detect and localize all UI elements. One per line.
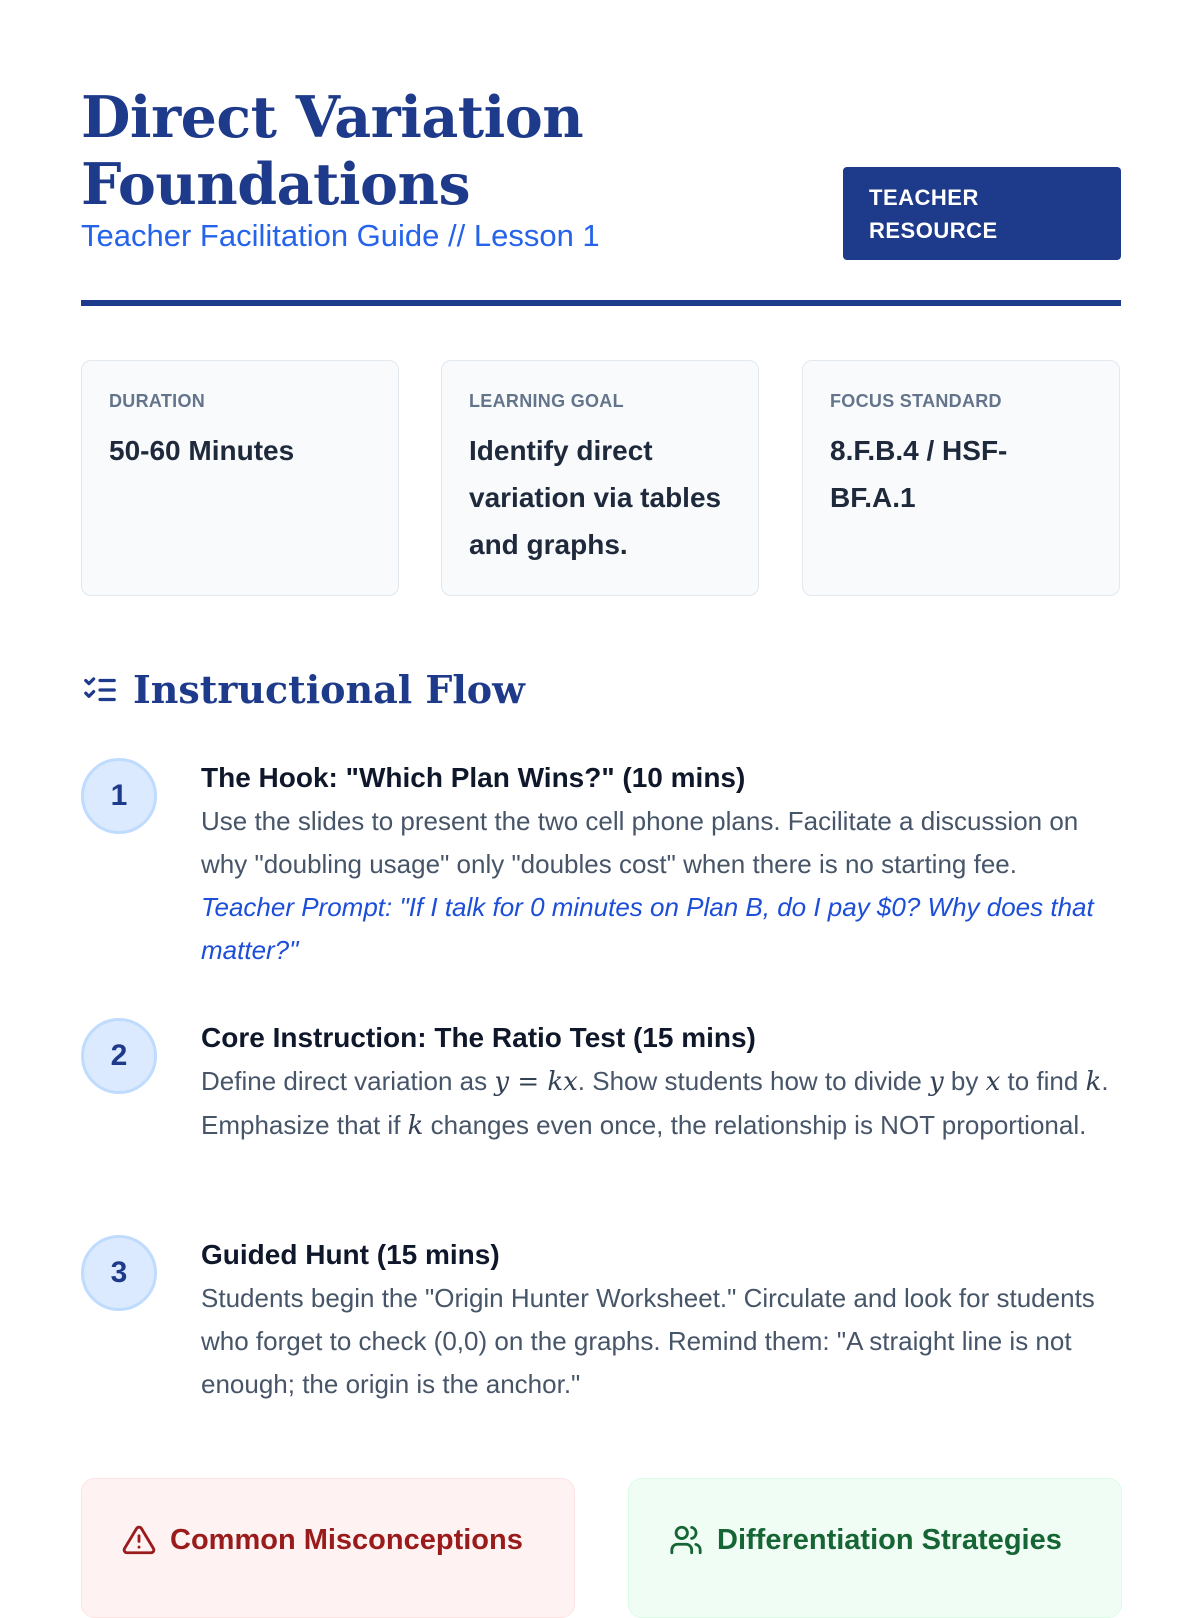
step-title: The Hook: "Which Plan Wins?" (10 mins) [201, 762, 746, 793]
card-label: FOCUS STANDARD [830, 391, 1002, 411]
step-number: 1 [81, 758, 157, 834]
checklist-icon [81, 671, 119, 709]
step-title: Core Instruction: The Ratio Test (15 mins) [201, 1022, 756, 1053]
page-subtitle: Teacher Facilitation Guide // Lesson 1 [81, 218, 600, 253]
step-number: 2 [81, 1018, 157, 1094]
differentiation-panel [628, 1478, 1122, 1618]
card-value: Identify direct variation via tables and graphs. [469, 435, 722, 560]
step-number: 3 [81, 1235, 157, 1311]
teacher-resource-badge: TEACHER RESOURCE [843, 167, 1121, 260]
page-header [81, 78, 1121, 308]
learning-goal-card [441, 360, 759, 596]
step-body [201, 1018, 1121, 1148]
teacher-prompt: Teacher Prompt: "If I talk for 0 minutes on Plan B, do I pay $0? Why does that matter?" [201, 892, 1094, 965]
card-label: LEARNING GOAL [469, 391, 624, 411]
info-cards [81, 360, 1121, 596]
math-variable: x [985, 1067, 1001, 1097]
step-description: Use the slides to present the two cell phone plans. Facilitate a discussion on why "doubling usage" only "doubles cost" when there is no starting fee. [201, 806, 1079, 879]
instructional-flow-heading [81, 664, 525, 716]
step-title: Guided Hunt (15 mins) [201, 1239, 500, 1270]
math-variable: k [1085, 1067, 1102, 1097]
card-label: DURATION [109, 391, 206, 411]
step-body [201, 1235, 1121, 1406]
step-body [201, 758, 1121, 972]
duration-card [81, 360, 399, 596]
card-value: 50-60 Minutes [109, 435, 295, 466]
panel-title: Differentiation Strategies [717, 1524, 1062, 1556]
card-value: 8.F.B.4 / HSF-BF.A.1 [830, 435, 1008, 513]
misconceptions-panel [81, 1478, 575, 1618]
step-description: Students begin the "Origin Hunter Worksheet." Circulate and look for students who forget to check (0,0) on the graphs. Remind them: "A straight line is not enough; the origin is the anchor." [201, 1283, 1095, 1399]
focus-standard-card [802, 360, 1120, 596]
page-title: Direct Variation Foundations [81, 84, 584, 218]
math-expression: y = kx [494, 1067, 578, 1097]
step-description: Define direct variation as y = kx. Show students how to divide y by x to find k. Emphasize that if k changes even once, the relationship is NOT proportional. [201, 1066, 1109, 1141]
panel-title: Common Misconceptions [170, 1524, 523, 1556]
section-title: Instructional Flow [133, 667, 525, 712]
header-divider [81, 300, 1121, 306]
users-icon [669, 1523, 703, 1557]
math-variable: k [407, 1111, 424, 1141]
warning-triangle-icon [122, 1523, 156, 1557]
math-variable: y [929, 1067, 944, 1097]
